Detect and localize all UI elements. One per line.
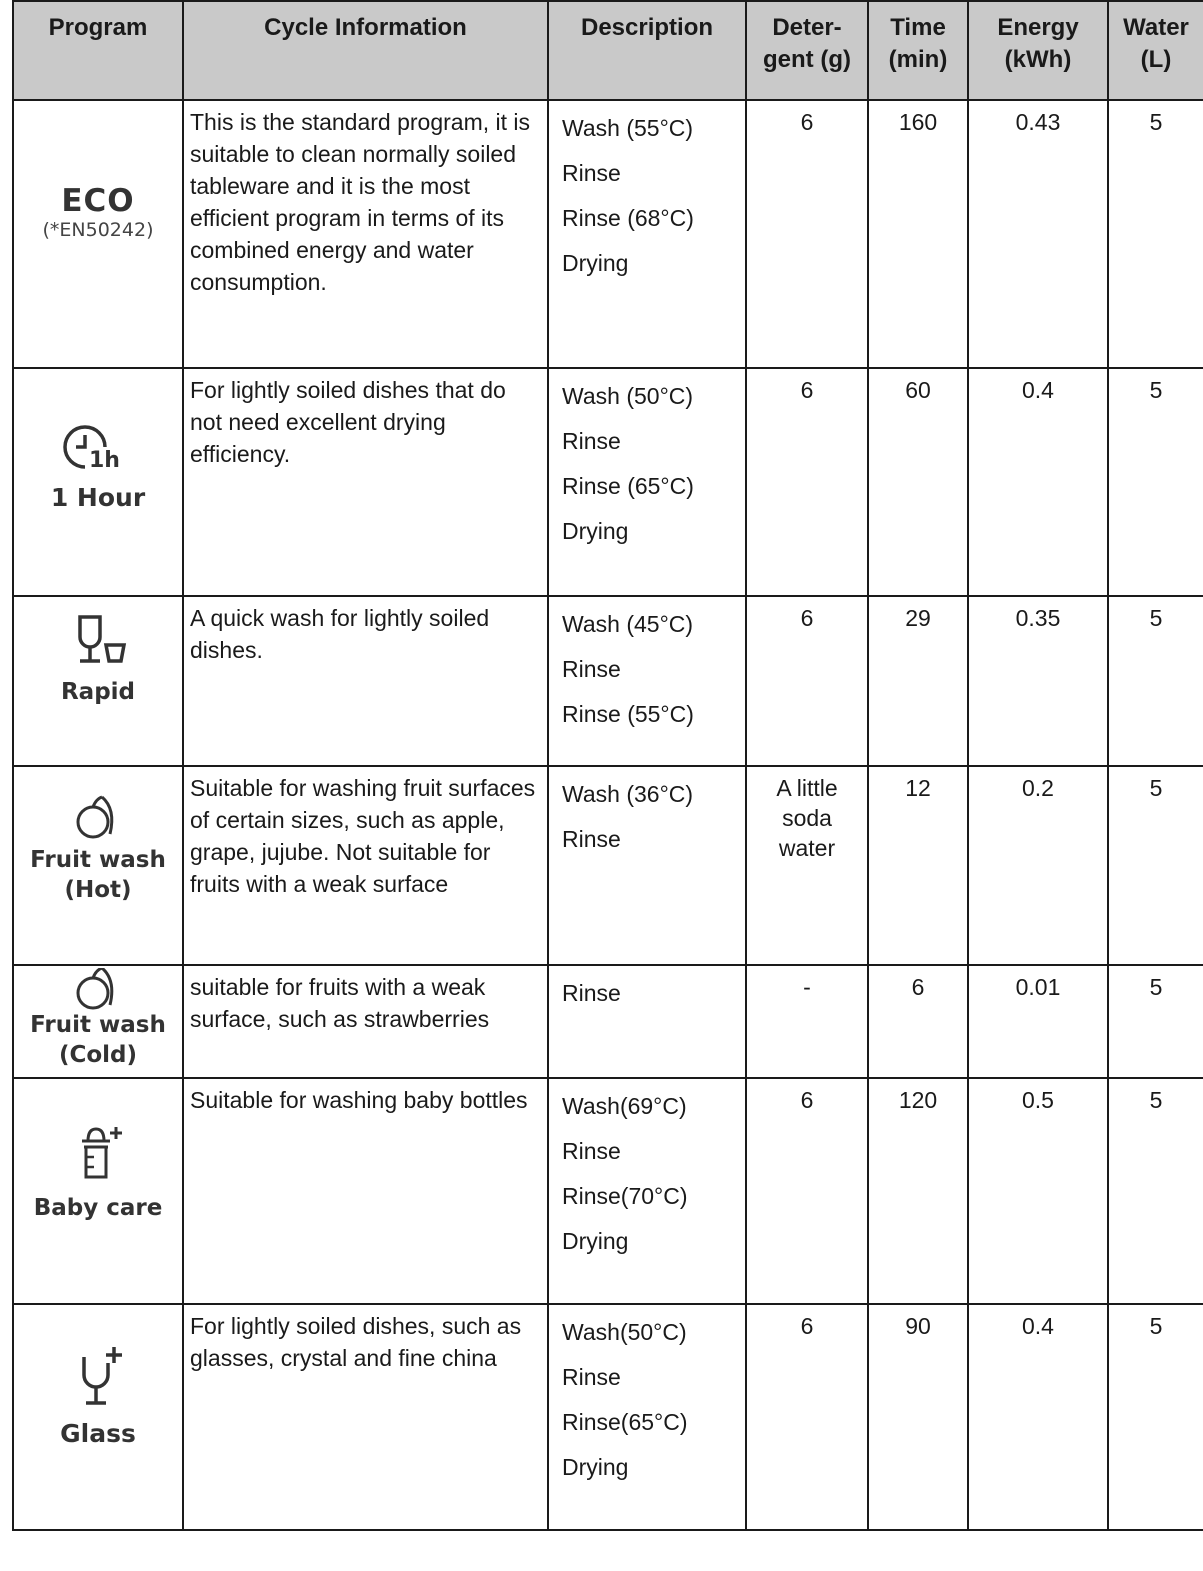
program-label: Fruit wash	[30, 847, 166, 873]
water-cell: 5	[1108, 965, 1203, 1078]
header-program: Program	[13, 1, 183, 100]
time-cell: 90	[868, 1304, 968, 1530]
step: Rinse	[562, 826, 621, 852]
table-row	[13, 596, 1203, 766]
step: Rinse (55°C)	[562, 701, 694, 727]
table-row	[13, 100, 1203, 368]
detergent-cell: 6	[746, 368, 868, 596]
step: Drying	[562, 518, 629, 544]
program-cell	[13, 1078, 183, 1304]
energy-cell: 0.43	[968, 100, 1108, 368]
time-cell: 120	[868, 1078, 968, 1304]
detergent-cell: 6	[746, 1078, 868, 1304]
program-sublabel: (Cold)	[58, 1042, 138, 1068]
description-cell	[548, 100, 746, 368]
program-sublabel: (Hot)	[64, 877, 132, 903]
detergent-cell: A little soda water	[746, 766, 868, 965]
eco-text-icon	[14, 101, 182, 241]
energy-cell: 0.2	[968, 766, 1108, 965]
description-cell	[548, 1304, 746, 1530]
description-cell	[548, 766, 746, 965]
wine-glass-plus-icon	[58, 1343, 138, 1411]
program-label: Fruit wash	[30, 1012, 166, 1038]
time-cell: 60	[868, 368, 968, 596]
energy-cell: 0.4	[968, 368, 1108, 596]
step: Drying	[562, 1454, 629, 1480]
water-cell: 5	[1108, 1078, 1203, 1304]
detergent-cell: 6	[746, 1304, 868, 1530]
program-cell	[13, 766, 183, 965]
step: Rinse	[562, 1364, 621, 1390]
water-cell: 5	[1108, 1304, 1203, 1530]
cycle-info-cell: Suitable for washing baby bottles	[183, 1078, 548, 1304]
program-cell	[13, 100, 183, 368]
cycle-info-cell: For lightly soiled dishes that do not need excellent drying efficiency.	[183, 368, 548, 596]
table-row	[13, 965, 1203, 1078]
description-cell	[548, 965, 746, 1078]
detergent-cell: 6	[746, 596, 868, 766]
step: Rinse	[562, 656, 621, 682]
water-cell: 5	[1108, 596, 1203, 766]
fruit-icon	[58, 968, 138, 1010]
program-cell	[13, 965, 183, 1078]
description-cell	[548, 596, 746, 766]
step: Drying	[562, 1228, 629, 1254]
time-cell: 12	[868, 766, 968, 965]
program-sublabel: (*EN50242)	[42, 219, 154, 241]
table-header-row	[13, 1, 1203, 100]
header-water: Water (L)	[1108, 1, 1203, 100]
step: Wash (50°C)	[562, 383, 694, 409]
step: Rinse	[562, 980, 621, 1006]
table-row	[13, 766, 1203, 965]
step: Wash(50°C)	[562, 1319, 687, 1345]
program-label: Glass	[60, 1419, 136, 1448]
step: Drying	[562, 250, 629, 276]
table-row	[13, 1304, 1203, 1530]
cycle-info-cell: For lightly soiled dishes, such as glasses, crystal and fine china	[183, 1304, 548, 1530]
step: Wash(69°C)	[562, 1093, 687, 1119]
step: Rinse (65°C)	[562, 473, 694, 499]
step: Wash (36°C)	[562, 781, 694, 807]
cycle-info-cell: A quick wash for lightly soiled dishes.	[183, 596, 548, 766]
description-cell	[548, 1078, 746, 1304]
program-label: Rapid	[60, 679, 136, 705]
table-row	[13, 1078, 1203, 1304]
fruit-icon	[58, 789, 138, 845]
header-cycle-info: Cycle Information	[183, 1, 548, 100]
step: Rinse	[562, 160, 621, 186]
step: Wash (55°C)	[562, 115, 694, 141]
step: Rinse	[562, 1138, 621, 1164]
program-label: ECO	[61, 183, 135, 219]
step: Rinse(70°C)	[562, 1183, 688, 1209]
water-cell: 5	[1108, 100, 1203, 368]
step: Rinse (68°C)	[562, 205, 694, 231]
program-label: Baby care	[33, 1195, 163, 1221]
program-cell	[13, 368, 183, 596]
program-cell	[13, 596, 183, 766]
water-cell: 5	[1108, 368, 1203, 596]
detergent-cell: 6	[746, 100, 868, 368]
program-label: 1 Hour	[50, 483, 146, 512]
energy-cell: 0.4	[968, 1304, 1108, 1530]
header-detergent: Deter- gent (g)	[746, 1, 868, 100]
description-cell	[548, 368, 746, 596]
program-table	[12, 0, 1203, 1531]
cycle-info-cell: suitable for fruits with a weak surface, such as strawberries	[183, 965, 548, 1078]
svg-text:1h: 1h	[89, 448, 120, 473]
time-cell: 160	[868, 100, 968, 368]
energy-cell: 0.35	[968, 596, 1108, 766]
header-description: Description	[548, 1, 746, 100]
glass-cup-icon	[58, 611, 138, 673]
step: Wash (45°C)	[562, 611, 694, 637]
detergent-cell: -	[746, 965, 868, 1078]
energy-cell: 0.5	[968, 1078, 1108, 1304]
step: Rinse	[562, 428, 621, 454]
header-time: Time (min)	[868, 1, 968, 100]
baby-bottle-icon	[58, 1121, 138, 1185]
energy-cell: 0.01	[968, 965, 1108, 1078]
step: Rinse(65°C)	[562, 1409, 688, 1435]
cycle-info-cell: This is the standard program, it is suitable to clean normally soiled tableware and it is the most efficient program in terms of its combined energy and water consumption.	[183, 100, 548, 368]
clock-1h-icon	[58, 409, 138, 479]
table-row	[13, 368, 1203, 596]
time-cell: 29	[868, 596, 968, 766]
header-energy: Energy (kWh)	[968, 1, 1108, 100]
water-cell: 5	[1108, 766, 1203, 965]
program-cell	[13, 1304, 183, 1530]
time-cell: 6	[868, 965, 968, 1078]
cycle-info-cell: Suitable for washing fruit surfaces of certain sizes, such as apple, grape, jujube. Not suitable for fruits with a weak surface	[183, 766, 548, 965]
